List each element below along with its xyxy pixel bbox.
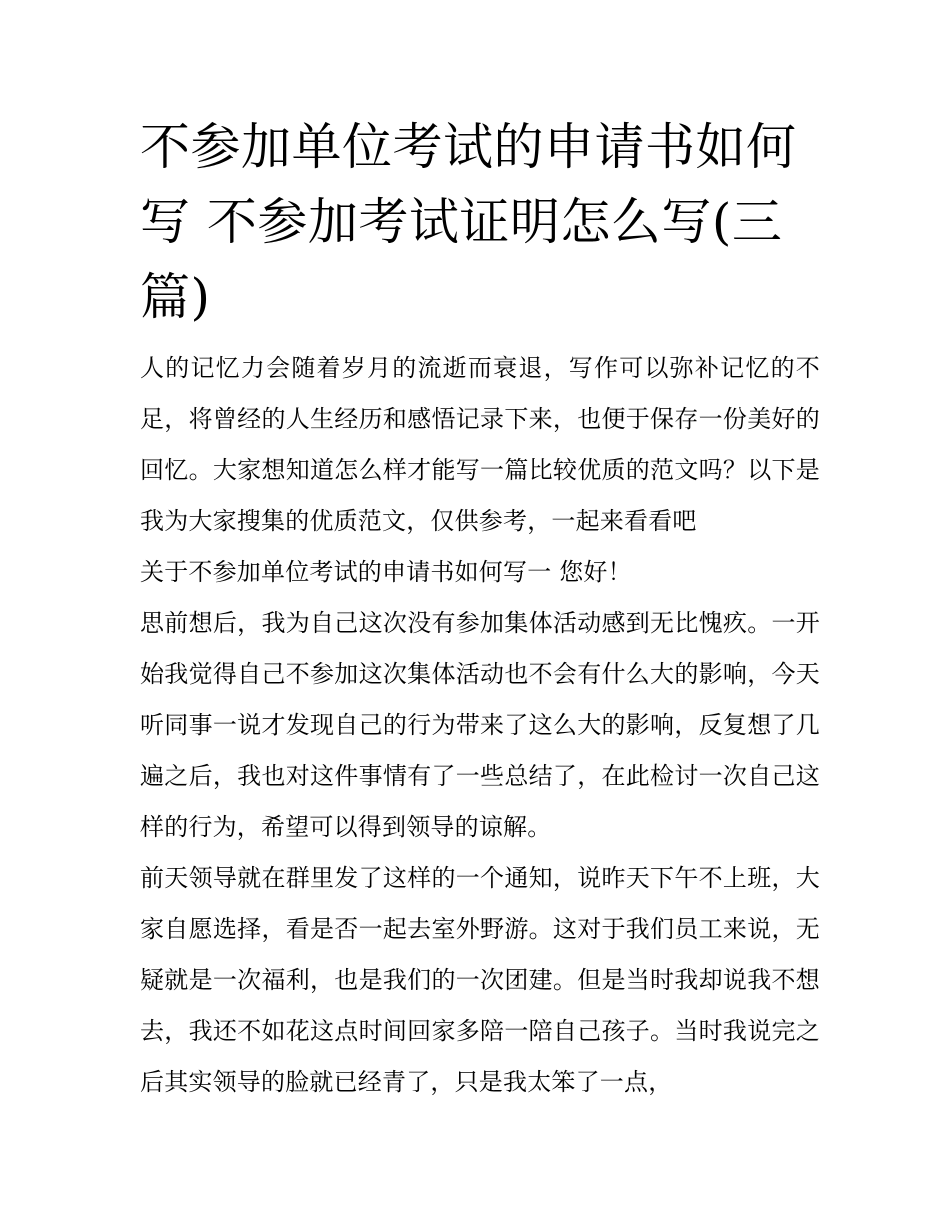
- section-heading-paragraph: 关于不参加单位考试的申请书如何写一 您好！: [140, 558, 632, 586]
- body-paragraph-1: 思前想后，我为自己这次没有参加集体活动感到无比愧疚。一开始我觉得自己不参加这次集体活动也不会有什么大的影响，今天听同事一说才发现自己的行为带来了这么大的影响，反复想了几遍之后，我也对这件事情有了一些总结了，在此检讨一次自己这样的行为，希望可以得到领导的谅解。: [140, 609, 820, 841]
- body-paragraph-2: 前天领导就在群里发了这样的一个通知，说昨天下午不上班，大家自愿选择，看是否一起去室外野游。这对于我们员工来说，无疑就是一次福利，也是我们的一次团建。但是当时我却说我不想去，我还不如花这点时间回家多陪一陪自己孩子。当时我说完之后其实领导的脸就已经青了，只是我太笨了一点，: [140, 864, 820, 1096]
- document-page: [140, 110, 820, 1108]
- intro-paragraph: 人的记忆力会随着岁月的流逝而衰退，写作可以弥补记忆的不足，将曾经的人生经历和感悟记录下来，也便于保存一份美好的回忆。大家想知道怎么样才能写一篇比较优质的范文吗？以下是我为大家搜集的优质范文，仅供参考，一起来看看吧: [140, 354, 820, 535]
- document-title: 不参加单位考试的申请书如何写 不参加考试证明怎么写(三篇): [140, 118, 797, 326]
